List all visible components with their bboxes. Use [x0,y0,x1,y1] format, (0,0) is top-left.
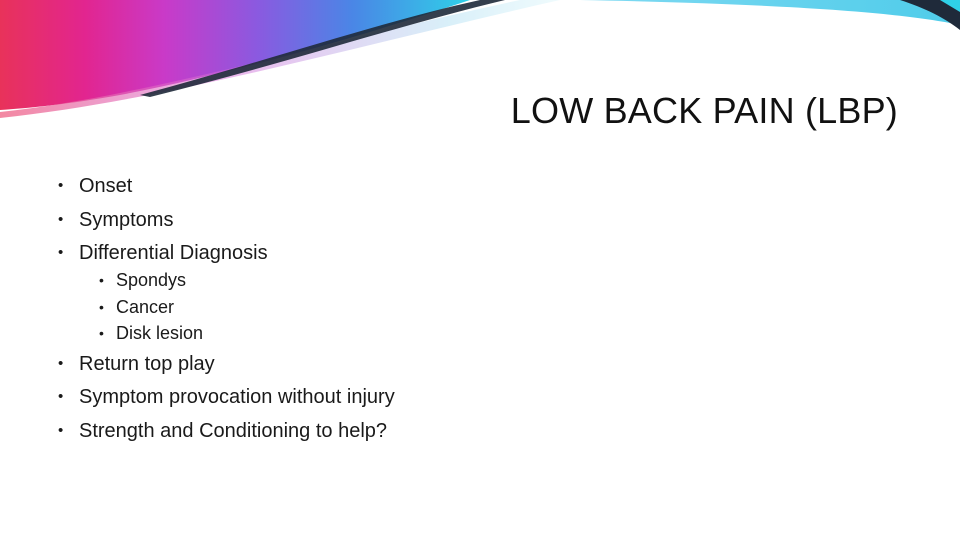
sub-bullet-list [79,270,758,344]
sub-bullet-item [79,270,758,291]
bullet-text: Return top play [79,352,215,375]
bullet-text: Symptom provocation without injury [79,386,395,409]
sub-bullet-text: Disk lesion [116,323,204,344]
sub-bullet-item [79,297,758,318]
bullet-text: Differential Diagnosis [79,242,268,265]
sub-bullet-text: Spondys [116,270,187,291]
slide-title: LOW BACK PAIN (LBP) [510,90,898,131]
bullet-item [58,174,758,198]
bullet-item [58,241,758,344]
bullet-item [58,352,758,376]
bullet-list [58,174,758,443]
bullet-text: Onset [79,175,133,197]
bullet-text: Strength and Conditioning to help? [79,419,388,442]
bullet-item [58,385,758,409]
bullet-item [58,419,758,443]
sub-bullet-item [79,323,758,344]
bullet-text: Symptoms [79,208,174,231]
sub-bullet-text: Cancer [116,296,175,317]
bullet-item [58,208,758,232]
bullet-content [58,174,758,453]
